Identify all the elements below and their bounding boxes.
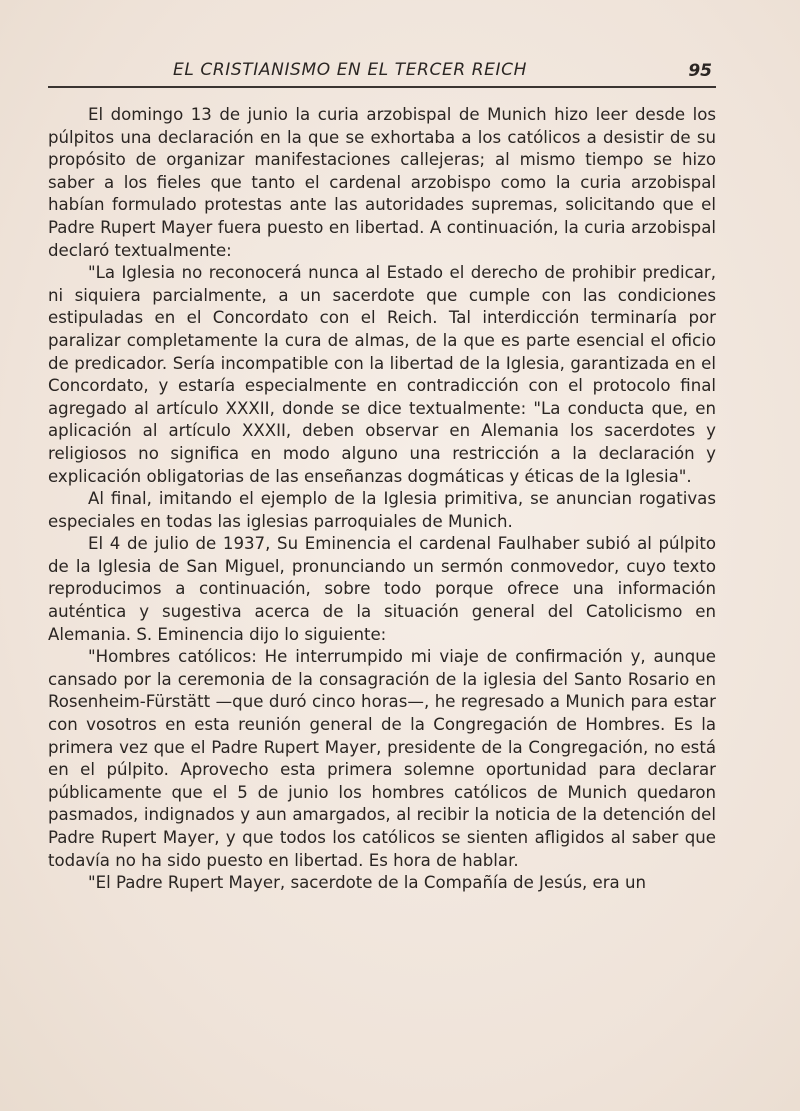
paragraph-1: El domingo 13 de junio la curia arzobispal de Munich hizo leer desde los púlpitos una declaración en la que se exhortaba a los católicos a desistir de su propósito de organizar manifestaciones callejeras; al mismo tiempo se hizo saber a los fieles que tanto el cardenal arzobispo como la curia arzobispal habían formulado protestas ante las autoridades supremas, solicitando que el Padre Rupert Mayer fuera puesto en libertad. A continuación, la curia arzobispal declaró textualmente:: [48, 105, 716, 260]
page-number: 95: [688, 61, 712, 81]
header-rule: [48, 86, 716, 88]
paragraph-4: El 4 de julio de 1937, Su Eminencia el cardenal Faulhaber subió al púlpito de la Iglesia de San Miguel, pronunciando un sermón conmovedor, cuyo texto reproducimos a continuación, sobre todo porque ofrece una información auténtica y sugestiva acerca de la situación general del Catolicismo en Alemania. S. Eminencia dijo lo siguiente:: [48, 534, 716, 644]
running-head: [48, 58, 716, 86]
body-text: [48, 104, 716, 895]
paragraph-5: "Hombres católicos: He interrumpido mi viaje de confirmación y, aunque cansado por la ceremonia de la consagración de la iglesia del Santo Rosario en Rosenheim-Fürstätt —que duró cinco horas—, he regresado a Munich para estar con vosotros en esta reunión general de la Congregación de Hombres. Es la primera vez que el Padre Rupert Mayer, presidente de la Congregación, no está en el púlpito. Aprovecho esta primera solemne oportunidad para declarar públicamente que el 5 de junio los hombres católicos de Munich quedaron pasmados, indignados y aun amargados, al recibir la noticia de la detención del Padre Rupert Mayer, y que todos los católicos se sienten afligidos al saber que todavía no ha sido puesto en libertad. Es hora de hablar.: [48, 647, 716, 870]
paragraph-2: "La Iglesia no reconocerá nunca al Estado el derecho de prohibir predicar, ni siquiera parcialmente, a un sacerdote que cumple con las condiciones estipuladas en el Concordato con el Reich. Tal interdicción terminaría por paralizar completamente la cura de almas, de la que es parte esencial el oficio de predicador. Sería incompatible con la libertad de la Iglesia, garantizada en el Concordato, y estaría especialmente en contradicción con el protocolo final agregado al artículo XXXII, donde se dice textualmente: "La conducta que, en aplicación al artículo XXXII, deben observar en Alemania los sacerdotes y religiosos no significa en modo alguno una restricción a la declaración y explicación obligatorias de las enseñanzas dogmáticas y éticas de la Iglesia".: [48, 263, 716, 486]
paragraph-3: Al final, imitando el ejemplo de la Iglesia primitiva, se anuncian rogativas especiales en todas las iglesias parroquiales de Munich.: [48, 489, 716, 531]
paragraph-6: "El Padre Rupert Mayer, sacerdote de la Compañía de Jesús, era un: [88, 873, 647, 893]
running-title: EL CRISTIANISMO EN EL TERCER REICH: [173, 60, 527, 80]
